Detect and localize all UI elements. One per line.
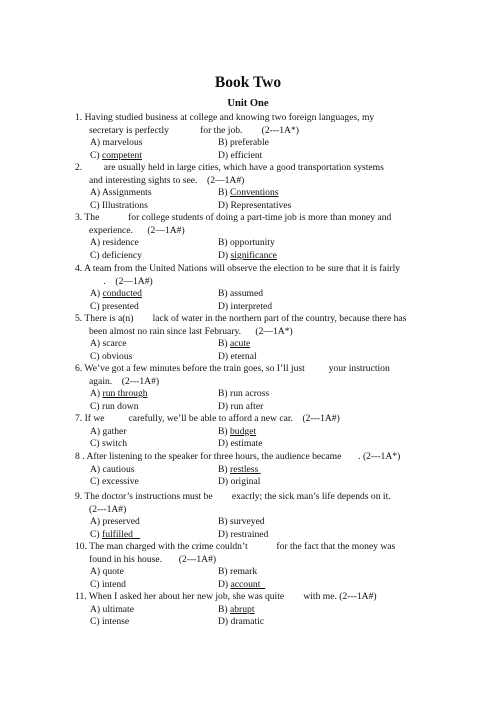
option-word-underlined: run through: [102, 388, 148, 399]
option-letter: C): [90, 350, 102, 362]
option-letter: A): [90, 338, 103, 349]
option-word-underlined: acute: [230, 338, 251, 349]
answer-option: [90, 529, 140, 542]
question-8: [75, 451, 421, 464]
answer-option: [90, 288, 142, 301]
question-3: [75, 212, 421, 237]
question-text-line: 1. Having studied business at college and knowing two foreign languages, my: [75, 112, 375, 123]
option-word: preserved: [102, 516, 140, 527]
option-letter: B): [218, 288, 230, 299]
answer-option: [218, 464, 261, 477]
option-word-underlined: account: [230, 578, 266, 590]
option-word: marvelous: [102, 137, 143, 148]
option-word: intense: [102, 616, 130, 627]
question-6: [75, 363, 421, 388]
answer-option: [218, 200, 291, 213]
option-word: Representatives: [230, 199, 292, 211]
option-letter: A): [90, 516, 103, 527]
question-4: [75, 263, 421, 288]
option-letter: C): [90, 476, 102, 487]
option-word-underlined: restless: [230, 463, 261, 475]
option-letter: B): [218, 137, 230, 148]
question-text-line: and interesting sights to see. (2—1A#): [89, 174, 245, 186]
answer-option: [90, 200, 148, 213]
option-letter: C): [90, 616, 102, 627]
option-letter: D): [218, 350, 231, 362]
answer-option: [90, 604, 134, 617]
question-text-line: 9. The doctor’s instructions must be exactly; the sick man’s life depends on it.: [75, 491, 391, 502]
answer-option: [90, 237, 139, 250]
answer-option: [90, 250, 142, 263]
answer-option: [218, 351, 257, 364]
option-word: efficient: [230, 149, 263, 161]
question-text-line: (2---1A#): [89, 503, 127, 515]
option-word: original: [230, 476, 261, 487]
option-letter: D): [218, 616, 231, 627]
answer-option: [90, 616, 129, 629]
answer-option: [218, 529, 268, 542]
question-text-line: 6. We’ve got a few minutes before the train goes, so I’ll just your instruction: [75, 363, 390, 374]
option-letter: D): [218, 528, 231, 540]
option-word: Assignments: [102, 187, 152, 198]
option-letter: A): [90, 603, 103, 615]
answer-option: [90, 150, 142, 163]
question-10: [75, 541, 421, 566]
option-word: opportunity: [230, 237, 275, 248]
answer-option: [218, 401, 263, 414]
answer-option: [90, 351, 132, 364]
question-text-line: . (2—1A#): [89, 275, 153, 287]
option-letter: B): [218, 338, 230, 349]
option-word: assumed: [230, 288, 264, 299]
option-letter: A): [90, 425, 103, 437]
option-letter: B): [218, 566, 230, 577]
option-word: restrained: [230, 528, 269, 540]
answer-option: [218, 237, 275, 250]
question-text-line: 7. If we carefully, we’ll be able to afford a new car. (2---1A#): [75, 413, 340, 424]
option-letter: B): [218, 425, 230, 437]
question-text-line: 4. A team from the United Nations will observe the election to be sure that it is fairly: [75, 263, 401, 274]
question-5: [75, 313, 421, 338]
option-letter: C): [90, 149, 102, 161]
question-text-line: again. (2---1A#): [89, 375, 160, 387]
option-letter: A): [90, 137, 103, 148]
option-letter: B): [218, 237, 230, 248]
question-text-line: found in his house. (2---1A#): [89, 553, 217, 565]
answer-option: [218, 137, 269, 150]
answer-option: [218, 187, 279, 200]
answer-option: [218, 426, 256, 439]
question-text-line: 11. When I asked her about her new job, she was quite with me. (2---1A#): [75, 591, 377, 602]
option-word-underlined: competent: [102, 149, 142, 161]
option-word: estimate: [230, 438, 263, 449]
option-word: run across: [230, 388, 270, 399]
question-11: [75, 591, 421, 604]
answer-option: [90, 476, 139, 489]
answer-option: [218, 338, 250, 351]
option-letter: A): [90, 187, 102, 198]
question-text-line: 10. The man charged with the crime couldn’t for the fact that the money was: [75, 541, 396, 552]
option-word: switch: [102, 438, 128, 449]
option-word: obvious: [102, 350, 133, 362]
option-letter: A): [90, 566, 103, 577]
option-letter: C): [90, 249, 102, 261]
option-word: quote: [102, 566, 124, 577]
option-word: scarce: [102, 338, 127, 349]
answer-option: [218, 579, 265, 592]
answer-option: [90, 426, 127, 439]
option-letter: C): [90, 300, 102, 312]
answer-option: [218, 566, 257, 579]
question-text-line: 3. The for college students of doing a part-time job is more than money and: [75, 212, 392, 223]
option-word: cautious: [102, 463, 135, 475]
answer-option: [218, 516, 265, 529]
option-letter: A): [90, 463, 103, 475]
option-word: excessive: [102, 476, 139, 487]
option-letter: C): [90, 438, 102, 449]
option-letter: D): [218, 300, 231, 312]
answer-option: [90, 464, 135, 477]
answer-option: [90, 137, 143, 150]
option-letter: C): [90, 400, 102, 412]
page-title: Book Two: [214, 74, 282, 91]
answer-option: [90, 187, 152, 200]
answer-option: [218, 301, 272, 314]
question-7: [75, 413, 421, 426]
option-word: preferable: [230, 137, 269, 148]
option-letter: B): [218, 463, 230, 475]
option-letter: A): [90, 388, 103, 399]
answer-option: [90, 566, 124, 579]
option-word-underlined: Conventions: [230, 187, 279, 198]
option-word: remark: [230, 566, 258, 577]
option-word: presented: [102, 300, 139, 312]
option-letter: D): [218, 578, 231, 590]
option-word: interpreted: [230, 300, 273, 312]
answer-option: [90, 516, 140, 529]
option-letter: C): [90, 578, 102, 590]
option-word: eternal: [230, 350, 257, 362]
option-letter: D): [218, 149, 231, 161]
option-word-underlined: fulfilled: [102, 528, 141, 540]
question-1: [75, 112, 421, 137]
question-text-line: 5. There is a(n) lack of water in the northern part of the country, because there has: [75, 313, 407, 324]
option-word: dramatic: [230, 616, 265, 627]
option-letter: B): [218, 516, 230, 527]
answer-option: [218, 150, 262, 163]
answer-option: [90, 301, 139, 314]
answer-option: [218, 250, 277, 263]
option-letter: D): [218, 438, 231, 449]
option-letter: B): [218, 603, 230, 615]
answer-option: [90, 338, 127, 351]
option-letter: A): [90, 237, 103, 248]
option-letter: C): [90, 528, 102, 540]
option-letter: D): [218, 199, 231, 211]
option-word: Illustrations: [102, 199, 148, 211]
answer-option: [218, 288, 263, 301]
answer-option: [218, 438, 263, 451]
option-word-underlined: budget: [230, 425, 257, 437]
option-letter: C): [90, 199, 102, 211]
option-letter: D): [218, 400, 231, 412]
answer-option: [90, 579, 126, 592]
answer-option: [218, 476, 260, 489]
option-word: gather: [102, 425, 127, 437]
option-word-underlined: significance: [230, 249, 277, 261]
question-text-line: secretary is perfectly for the job. (2---1A*): [89, 124, 299, 136]
option-word-underlined: conducted: [102, 288, 142, 299]
option-word: run down: [102, 400, 139, 412]
answer-option: [218, 604, 255, 617]
option-word: ultimate: [102, 603, 134, 615]
question-text-line: been almost no rain since last February. (2—1A*): [89, 325, 293, 337]
answer-option: [90, 388, 148, 401]
option-word: residence: [102, 237, 139, 248]
option-word: intend: [102, 578, 126, 590]
question-9: [75, 491, 421, 516]
answer-option: [218, 388, 269, 401]
option-letter: A): [90, 288, 103, 299]
option-word: deficiency: [102, 249, 142, 261]
option-letter: B): [218, 388, 230, 399]
option-word: run after: [230, 400, 264, 412]
unit-heading: Unit One: [227, 98, 269, 109]
answer-option: [90, 401, 139, 414]
question-2: [75, 162, 421, 187]
option-word-underlined: abrupt: [230, 603, 255, 615]
question-text-line: experience. (2—1A#): [89, 224, 185, 236]
option-letter: D): [218, 249, 231, 261]
option-letter: B): [218, 187, 230, 198]
answer-option: [90, 438, 127, 451]
option-letter: D): [218, 476, 231, 487]
option-word: surveyed: [230, 516, 265, 527]
question-text-line: 2. are usually held in large cities, which have a good transportation systems: [75, 162, 384, 173]
answer-option: [218, 616, 264, 629]
question-text-line: 8 . After listening to the speaker for three hours, the audience became . (2---1A*): [75, 451, 401, 462]
